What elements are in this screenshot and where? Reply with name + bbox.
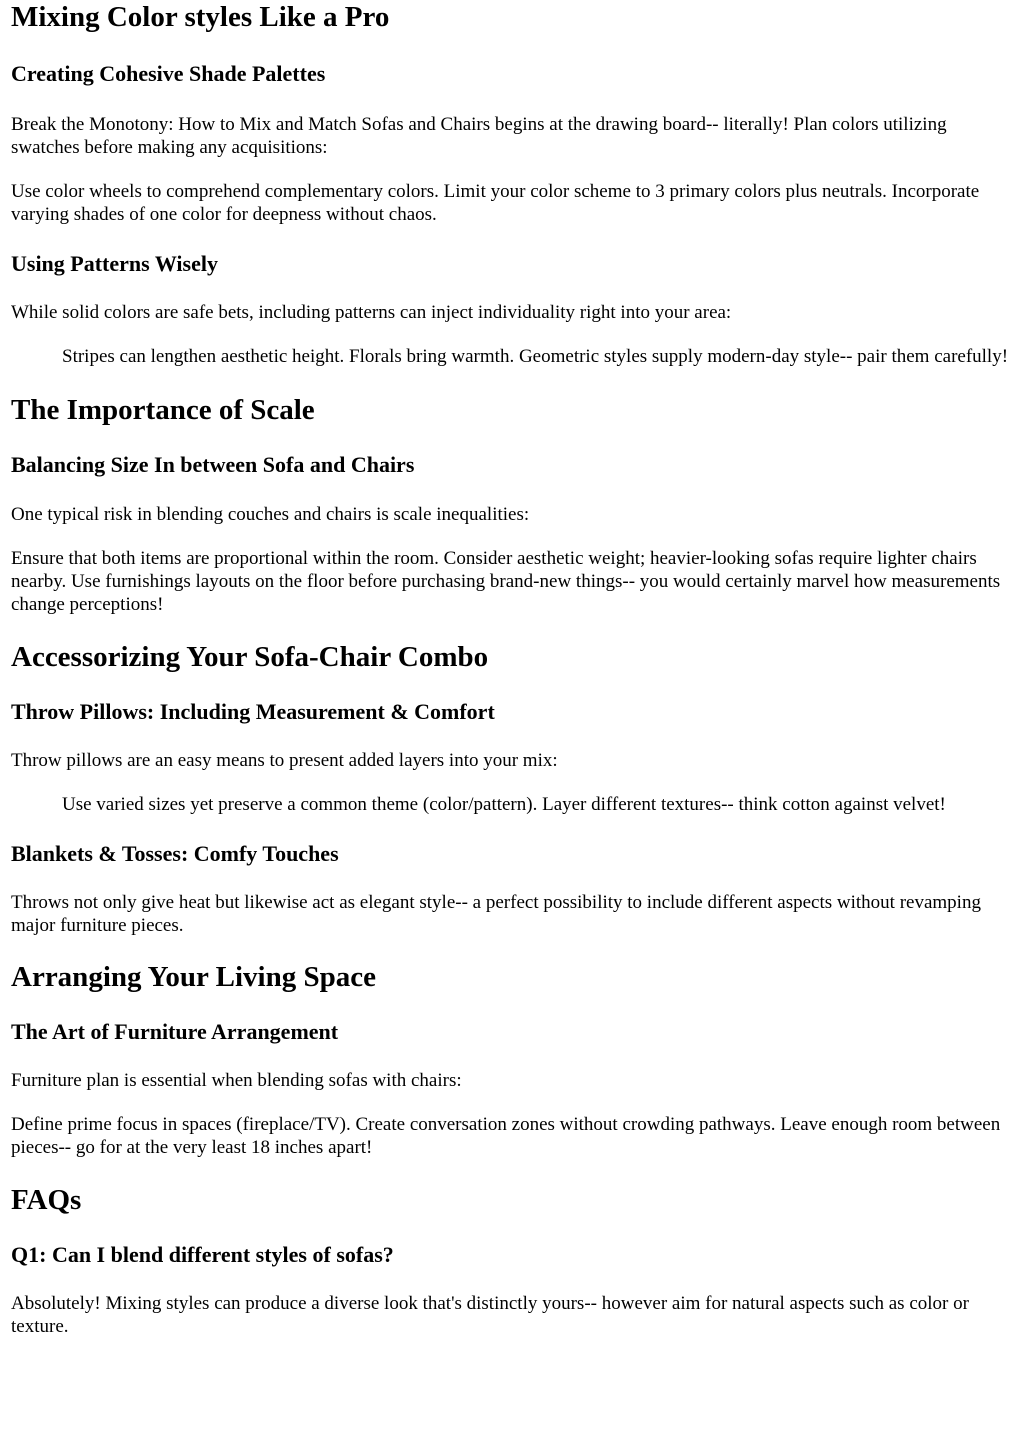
paragraph: While solid colors are safe bets, including patterns can inject individuality right into your area: (11, 302, 732, 323)
paragraph: Throw pillows are an easy means to present added layers into your mix: (11, 750, 558, 771)
subsection-heading: Balancing Size In between Sofa and Chairs (11, 452, 415, 477)
section-heading: The Importance of Scale (11, 394, 315, 426)
subsection-heading: Throw Pillows: Including Measurement & Comfort (11, 699, 495, 724)
paragraph: Ensure that both items are proportional within the room. Consider aesthetic weight; heavier-looking sofas require lighter chairs nearby. Use furnishings layouts on the floor before purchasing brand-new things-- you would certainly marvel how measurements change perceptions! (11, 548, 1001, 615)
subsection-heading: Blankets & Tosses: Comfy Touches (11, 841, 339, 866)
paragraph: Throws not only give heat but likewise act as elegant style-- a perfect possibility to include different aspects without revamping major furniture pieces. (11, 892, 981, 936)
paragraph: Define prime focus in spaces (fireplace/TV). Create conversation zones without crowding pathways. Leave enough room between pieces-- go for at the very least 18 inches apart! (11, 1114, 1001, 1158)
subsection-heading: Creating Cohesive Shade Palettes (11, 61, 326, 86)
section-heading: FAQs (11, 1184, 82, 1216)
section-heading: Arranging Your Living Space (11, 961, 376, 993)
blockquote: Use varied sizes yet preserve a common theme (color/pattern). Layer different textures-- think cotton against velvet! (62, 794, 946, 815)
paragraph: Use color wheels to comprehend complementary colors. Limit your color scheme to 3 primary colors plus neutrals. Incorporate varying shades of one color for deepness without chaos. (11, 181, 980, 225)
section-heading: Mixing Color styles Like a Pro (11, 1, 390, 33)
paragraph: Furniture plan is essential when blending sofas with chairs: (11, 1070, 462, 1091)
subsection-heading: Using Patterns Wisely (11, 251, 218, 276)
paragraph: One typical risk in blending couches and chairs is scale inequalities: (11, 504, 530, 525)
subsection-heading: Q1: Can I blend different styles of sofas? (11, 1242, 394, 1267)
blockquote: Stripes can lengthen aesthetic height. Florals bring warmth. Geometric styles supply modern-day style-- pair them carefully! (62, 346, 1009, 367)
paragraph: Break the Monotony: How to Mix and Match Sofas and Chairs begins at the drawing board-- literally! Plan colors utilizing swatches before making any acquisitions: (11, 114, 947, 158)
section-heading: Accessorizing Your Sofa-Chair Combo (11, 641, 489, 673)
paragraph: Absolutely! Mixing styles can produce a diverse look that's distinctly yours-- however aim for natural aspects such as color or texture. (11, 1293, 969, 1337)
subsection-heading: The Art of Furniture Arrangement (11, 1019, 339, 1044)
